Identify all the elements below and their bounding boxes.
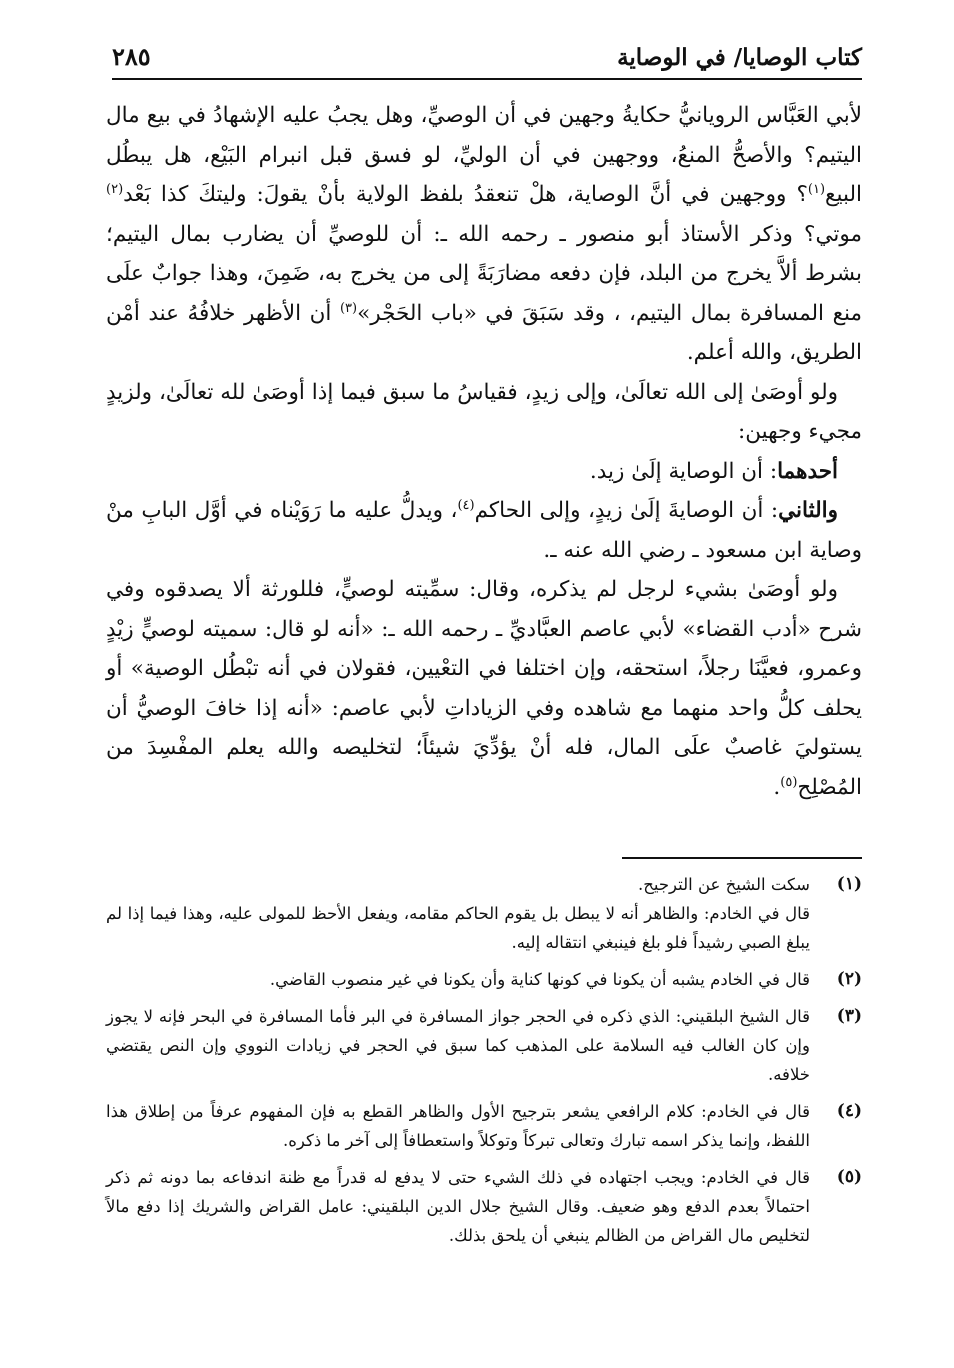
paragraph-3: أحدهما: أن الوصاية إلَىٰ زيد.: [589, 458, 838, 484]
footnote-number: (١): [836, 874, 862, 894]
footnote-1: [106, 870, 862, 957]
label-second: والثاني: [778, 498, 838, 523]
footnote-4: [106, 1097, 862, 1155]
footnote-2: [106, 965, 862, 994]
footnotes: [106, 870, 862, 1258]
footnote-text: قال في الخادم: والظاهر أنه لا يبطل بل يقوم الحاكم مقامه، ويفعل الأحظ للمولى عليه، وهذا فيما إذا لم يبلغ الصبي رشيداً فلو بلغ فينبغي انتقاله إليه.: [106, 904, 810, 952]
footnote-text: قال في الخادم: ويجب اجتهاده في ذلك الشيء حتى لا يدفع له قدراً مع ظنة اندفاعه بما دونه ثم ذكر احتمالاً بعدم الدفع وهو ضعيف. وقال الشيخ جلال الدين البلقيني: عامل القراض والشريك إذا دفع مالاً لتخليص مال القراض من الظالم ينبغي أن يلحق بذلك.: [106, 1168, 810, 1245]
footnote-ref-1[interactable]: (١): [807, 181, 826, 197]
footnote-ref-3[interactable]: (٣): [339, 300, 358, 316]
footnote-number: (٣): [836, 1006, 862, 1026]
paragraph-2: ولو أوصَىٰ إلى الله تعالَىٰ، وإلى زيدٍ، فقياسُ ما سبق فيما إذا أوصَىٰ لله تعالَىٰ، ولزيدٍ مجيء وجهين:: [106, 379, 862, 444]
paragraph-5: ولو أوصَىٰ بشيء لرجل لم يذكره، وقال: سمِّيته لوصيٍّ، فللورثة ألا يصدقوه وفي شرح «أدب القضاء» لأبي عاصم العبَّاديِّ ـ رحمه الله ـ: «أنه لو قال: سميته لوصيٍّ زيْدٍ وعمرو، فعيَّنَا رجلاً، استحقه، وإن اختلفا في التعْيين، فقولان في أنه تبْطُل الوصية» أو يحلف كلُّ واحد منهما مع شاهده وفي الزياداتِ لأبي عاصم: «أنه إذا خافَ الوصيُّ أن يستوليَ غاصبٌ علَى المال، فله أنْ يؤدِّيَ شيئاً؛ لتخليصه والله يعلم المفْسِدَ من المُصْلِح$^{(٥)}$.: [106, 577, 862, 800]
footnote-text: قال في الخادم: كلام الرافعي يشعر بترجيح الأول والظاهر القطع به فإن المفهوم عرفاً من إطلاق هذا اللفظ، وإنما يذكر اسمه تبارك وتعالى تبركاً وتوكلاً واستعطافاً إلى آخر ما ذكره.: [106, 1102, 810, 1150]
footnote-5: [106, 1163, 862, 1250]
footnote-text: قال الشيخ البلقيني: الذي ذكره في الحجر جواز المسافرة في البر فأما المسافرة في البحر فإنه لا يجوز وإن كان الغالب فيه السلامة على المذهب كما سبق في الحجر في زيادات النووي وإن النص يقتضي خلافه.: [106, 1007, 810, 1084]
page-header: [112, 36, 862, 80]
footnote-ref-4[interactable]: (٤): [457, 497, 475, 513]
footnote-number: (٢): [836, 969, 862, 989]
paragraph-1: لأبي العَبَّاس الرويانيُّ حكايةُ وجهين في أن الوصيِّ، وهل يجبُ عليه الإشهادُ في بيع مال اليتيم؟ والأصحُّ المنعُ، ووجهين في أن الوليِّ، لو فسق قبل انبرام البَيْع، هل يبطُل البيع$^{(١)}$؟ ووجهين في أنَّ الوصاية، هلْ تنعقدُ بلفظ الولاية بأنْ يقولَ: وليتكَ كذا بَعْد$^{(٢)}$ موتي؟ وذكر الأستاذ أبو منصور ـ رحمه الله ـ: أن للوصيِّ أن يضارب بمال اليتيم؛ بشرط ألاَّ يخرج من البلد، فإن دفعه مضارَبَةً إلى من يخرج به، ضَمِنَ، وهذا جوابٌ علَى منع المسافرة بمال اليتيم، ، وقد سَبَقَ في «باب الحَجْر»$^{(٣)}$ أن الأظهر خلافُهُ عند أمْن الطريق، والله أعلم.: [106, 103, 863, 365]
footnote-text: سكت الشيخ عن الترجيح.: [637, 875, 810, 894]
paragraph-4: والثاني: أن الوصايةَ إلَىٰ زيدٍ، وإلى الحاكم$^{(٤)}$، ويدلُّ عليه ما رَوَيْناه في أوَّل البابِ منْ وصاية ابن مسعود ـ رضي الله عنه ـ.: [106, 497, 862, 563]
footnote-3: [106, 1002, 862, 1089]
footnote-number: (٥): [836, 1167, 862, 1187]
footnote-text: قال في الخادم يشبه أن يكونا في كونها كناية وأن يكونا في غير منصوب القاضي.: [269, 970, 810, 989]
page-number: ٢٨٥: [112, 42, 151, 71]
footnote-ref-5[interactable]: (٥): [780, 774, 798, 790]
main-text: [106, 96, 862, 807]
footnote-divider: [622, 857, 862, 859]
running-title: كتاب الوصايا/ في الوصاية: [617, 44, 862, 71]
footnote-ref-2[interactable]: (٢): [106, 181, 124, 197]
footnote-number: (٤): [836, 1101, 862, 1121]
label-first: أحدهما: [777, 458, 838, 484]
